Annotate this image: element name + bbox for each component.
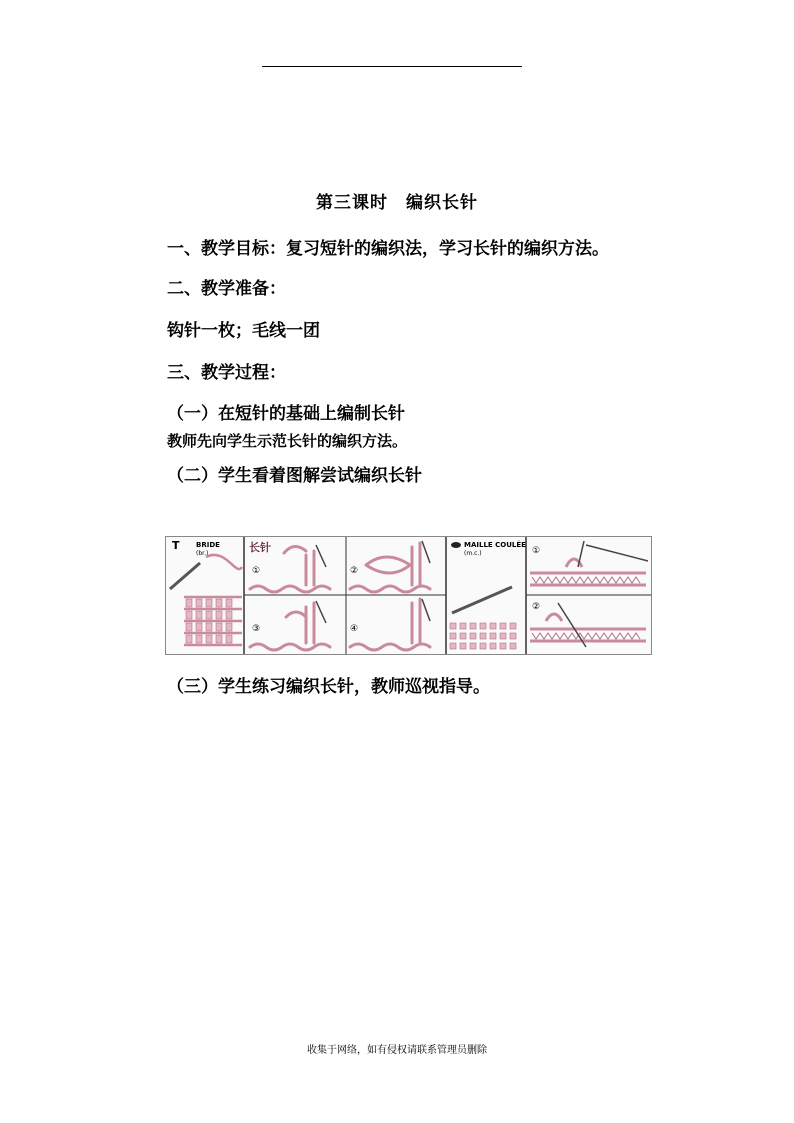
preparation-heading: 二、教学准备： — [167, 279, 286, 299]
step-number-2: ② — [350, 566, 359, 576]
step-number-3: ③ — [252, 624, 261, 634]
step3-heading: （三）学生练习编织长针，教师巡视指导。 — [167, 677, 490, 697]
step2-heading: （二）学生看着图解尝试编织长针 — [167, 466, 422, 486]
step-number-4: ④ — [350, 624, 359, 634]
panel2-label: 长针 — [249, 541, 271, 554]
step1-body: 教师先向学生示范长针的编织方法。 — [167, 432, 408, 450]
slip-step-number-2: ② — [532, 602, 541, 612]
lesson-title: 第三课时 编织长针 — [316, 193, 478, 213]
slip-step-number-1: ① — [532, 546, 541, 556]
panel1-sub: (br.) — [196, 550, 209, 557]
step-number-1: ① — [252, 566, 261, 576]
header-rule — [262, 66, 522, 67]
objectives: 一、教学目标：复习短针的编织法，学习长针的编织方法。 — [167, 239, 609, 259]
process-heading: 三、教学过程： — [167, 363, 286, 383]
panel1-label: BRIDE — [196, 541, 220, 549]
panel3-sub: (m.c.) — [464, 550, 482, 557]
svg-text:T: T — [172, 539, 180, 552]
materials: 钩针一枚；毛线一团 — [167, 321, 320, 341]
panel3-label: MAILLE COULÉE — [464, 541, 526, 549]
step1-heading: （一）在短针的基础上编制长针 — [167, 404, 405, 424]
footer-notice: 收集于网络，如有侵权请联系管理员删除 — [307, 1045, 487, 1056]
crochet-diagram — [165, 536, 652, 655]
crochet-diagram-svg — [166, 537, 651, 654]
